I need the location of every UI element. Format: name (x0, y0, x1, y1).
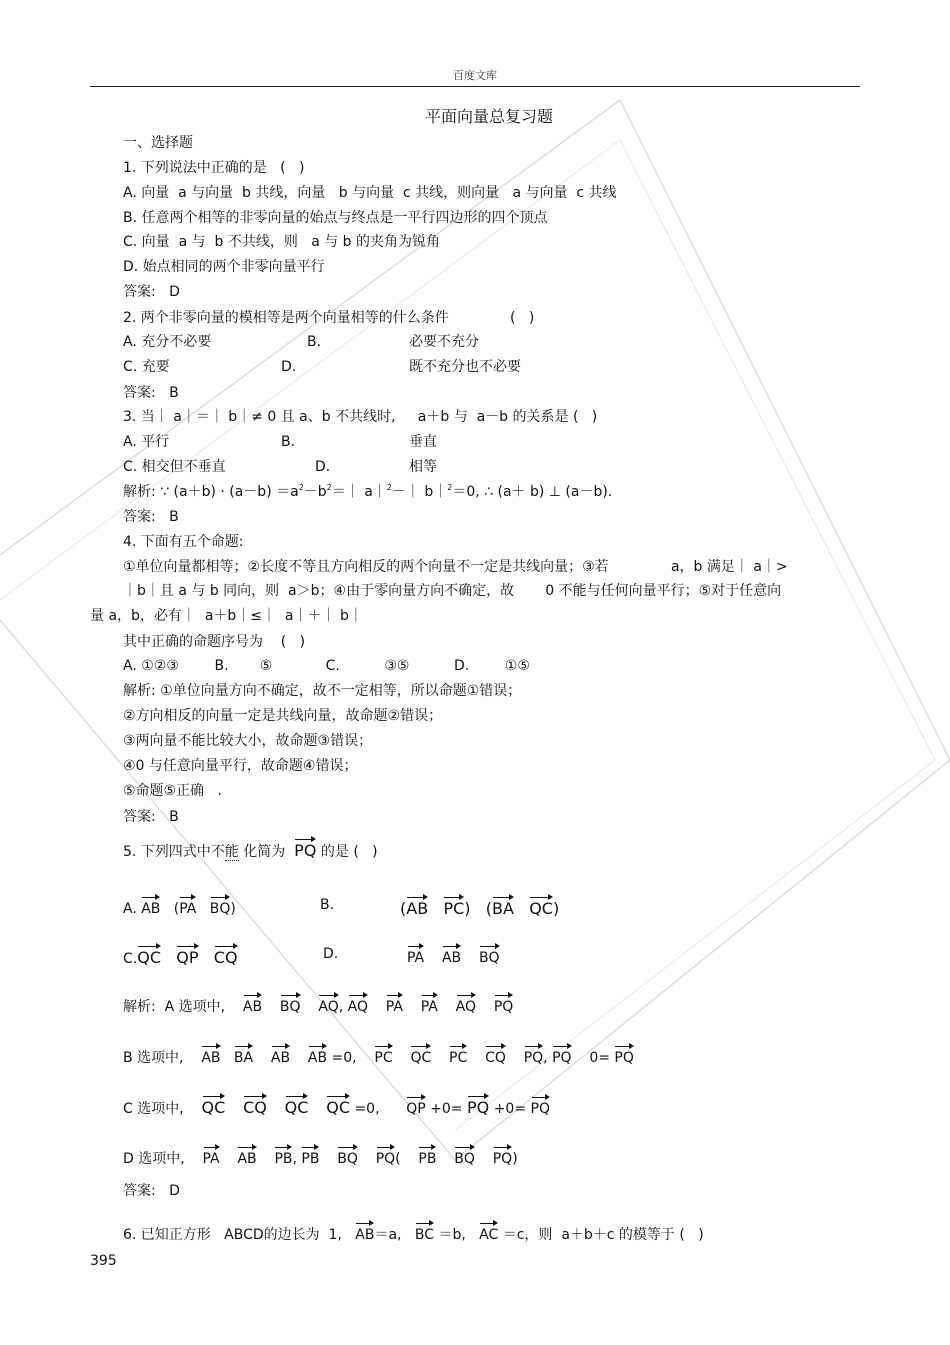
q4-answer: 答案: B (123, 809, 179, 825)
q1-option-c: C. 向量 a 与 b 不共线，则 a 与 b 的夹角为锐角 (123, 234, 441, 250)
q3-option-c: C. 相交但不垂直 (123, 459, 226, 475)
q2-stem: 2. 两个非零向量的模相等是两个向量相等的什么条件 (123, 310, 449, 326)
q5-option-d: PA AB BQ (407, 945, 500, 967)
q2-option-d-text: 既不充分也不必要 (409, 359, 521, 375)
q5-option-d-letter: D. (323, 946, 339, 962)
q4-solution-1: 解析: ①单位向量方向不确定，故不一定相等，所以命题①错误； (123, 683, 522, 699)
q2-answer: 答案: B (123, 385, 179, 401)
page-number: 395 (90, 1253, 117, 1269)
q4-solution-2: ②方向相反的向量一定是共线向量，故命题②错误； (123, 708, 443, 724)
q2-option-a: A. 充分不必要 (123, 334, 212, 350)
q4-question: 其中正确的命题序号为 ( ) (123, 634, 306, 650)
q4-solution-3: ③两向量不能比较大小，故命题③错误； (123, 733, 373, 749)
q3-option-b-letter: B. (281, 434, 296, 450)
q3-answer: 答案: B (123, 509, 179, 525)
q1-answer: 答案: D (123, 284, 180, 300)
q5-option-a: A. AB (PA BQ) (123, 896, 236, 918)
q5-solution-a: 解析: A 选项中, AB BQ AQ, AQ PA PA AQ PQ (123, 994, 513, 1016)
q5-stem: 5. 下列四式中不能 化简为 PQ 的是 ( ) (123, 838, 378, 861)
q3-option-b-text: 垂直 (409, 434, 437, 450)
q4-options: A. ①②③ B. ⑤ C. ③⑤ D. ①⑤ (123, 658, 530, 674)
q5-answer: 答案: D (123, 1183, 180, 1199)
q2-paren: ( ) (510, 310, 535, 326)
q5-solution-c: C 选项中, QC CQ QC QC =0, QP +0= PQ +0= PQ (123, 1095, 550, 1118)
q5-solution-b: B 选项中, AB BA AB AB =0, PC QC PC CQ PQ, PQ 0= PQ (123, 1045, 634, 1067)
q1-stem: 1. 下列说法中正确的是 ( ) (123, 160, 305, 176)
q1-option-a: A. 向量 a 与向量 b 共线，向量 b 与向量 c 共线，则向量 a 与向量 c 共线 (123, 185, 617, 201)
q6-stem: 6. 已知正方形 ABCD的边长为 1, AB＝a, BC ＝b, AC ＝c，则 a＋b＋c 的模等于 ( ) (123, 1222, 704, 1244)
q2-option-b-letter: B. (307, 334, 322, 350)
q1-option-d: D. 始点相同的两个非零向量平行 (123, 259, 325, 275)
q5-option-b: (AB PC) (BA QC) (400, 896, 559, 918)
q3-solution: 解析: ∵ $(a+b) \cdot (a-b) =a^2-b^2=|$ a｜$^2$－｜ b｜$^2$＝0, ∴ (a＋ b) ⊥ (a－b). (123, 483, 613, 500)
q4-stem: 4. 下面有五个命题: (123, 534, 244, 550)
q5-solution-d: D 选项中, PA AB PB, PB BQ PQ( PB BQ PQ) (123, 1146, 518, 1168)
q4-propositions-line2: ｜b｜且 a 与 b 同向，则 a＞b；④由于零向量方向不确定，故 0 不能与任何向量平行；⑤对于任意向 (123, 583, 782, 599)
q3-option-d-text: 相等 (409, 459, 437, 475)
q1-option-b: B. 任意两个相等的非零向量的始点与终点是一平行四边形的四个顶点 (123, 210, 548, 226)
q4-solution-4: ④0 与任意向量平行，故命题④错误； (123, 758, 358, 774)
q2-option-d-letter: D. (281, 359, 297, 375)
q2-option-c: C. 充要 (123, 359, 170, 375)
q4-propositions-line3: 量 a，b，必有｜ a＋b｜≤｜ a｜＋｜ b｜ (90, 608, 363, 624)
q3-stem: 3. 当｜ a｜＝｜ b｜≠ 0 且 a、b 不共线时, a＋b 与 a－b 的关系是 ( ) (123, 409, 598, 425)
q4-solution-5: ⑤命题⑤正确 . (123, 783, 222, 799)
header-rule (90, 86, 860, 87)
q5-option-b-letter: B. (320, 897, 335, 913)
section-heading: 一、选择题 (123, 135, 193, 151)
page-title: 平面向量总复习题 (424, 107, 553, 126)
q2-option-b-text: 必要不充分 (409, 334, 479, 350)
q3-option-d-letter: D. (315, 459, 331, 475)
q5-option-c: C.QC QP CQ (123, 945, 238, 968)
page-header: 百度文库 (453, 69, 497, 82)
q3-option-a: A. 平行 (123, 434, 170, 450)
q4-propositions-line1: ①单位向量都相等；②长度不等且方向相反的两个向量不一定是共线向量；③若 a，b 满足｜ a｜> (123, 559, 788, 575)
